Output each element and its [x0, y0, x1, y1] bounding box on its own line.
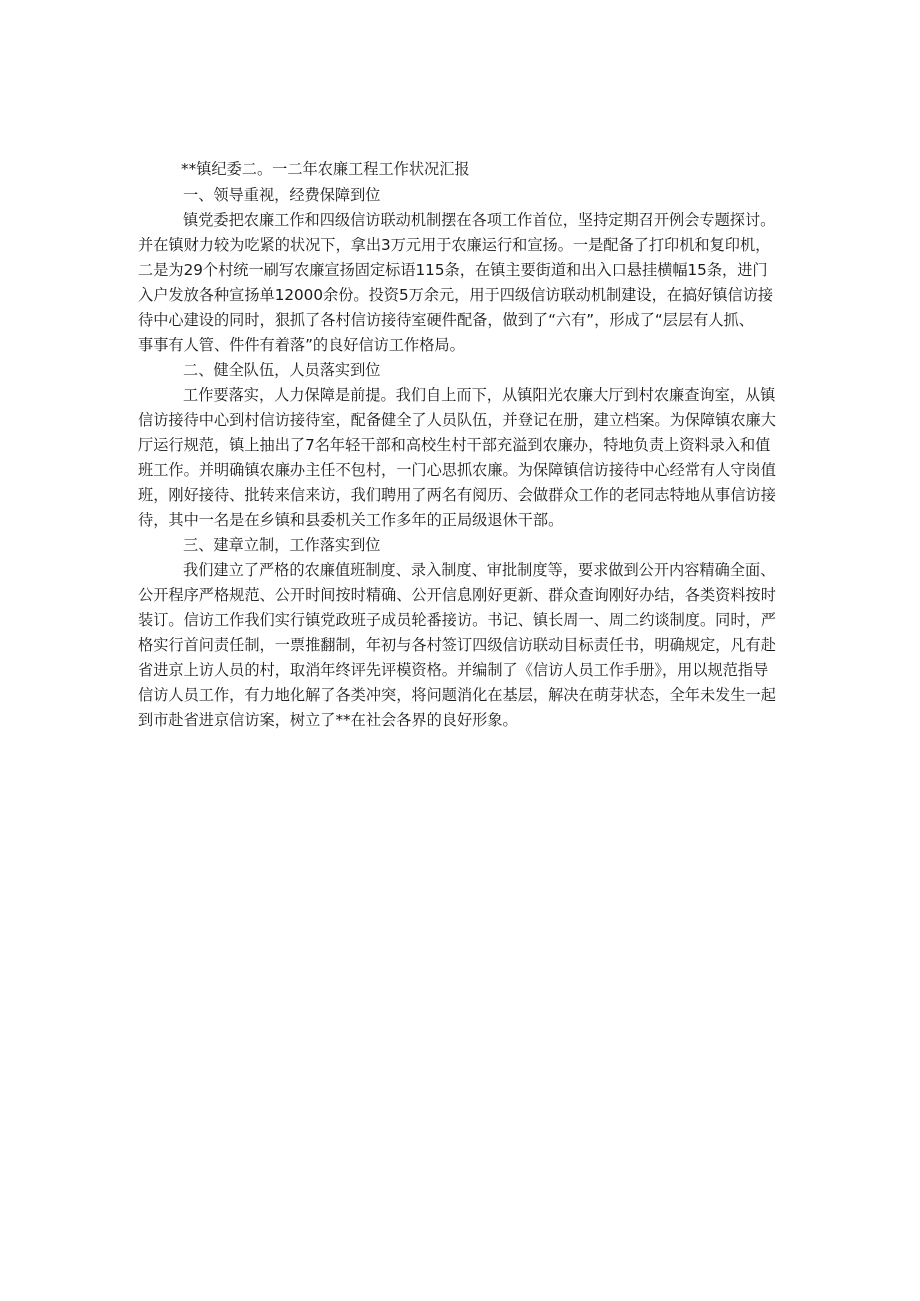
paragraph-line: 到市赴省进京信访案，树立了**在社会各界的良好形象。 [138, 711, 518, 729]
paragraph-line: 省进京上访人员的村，取消年终评先评模资格。并编制了《信访人员工作手册》，用以规范指导 [138, 661, 769, 679]
paragraph-line: 信访接待中心到村信访接待室，配备健全了人员队伍，并登记在册，建立档案。为保障镇农廉大 [138, 411, 776, 429]
paragraph-line: 厅运行规范，镇上抽出了7名年轻干部和高校生村干部充溢到农廉办，特地负责上资料录入和值 [138, 436, 771, 454]
paragraph-line: 并在镇财力较为吃紧的状况下，拿出3万元用于农廉运行和宣扬。一是配备了打印机和复印机， [138, 236, 771, 254]
paragraph-line: 信访人员工作，有力地化解了各类冲突，将问题消化在基层，解决在萌芽状态，全年未发生一起 [138, 686, 776, 704]
paragraph-line: 格实行首问责任制，一票推翻制，年初与各村签订四级信访联动目标责任书，明确规定，凡有赴 [138, 636, 776, 654]
section-3-heading: 三、建章立制，工作落实到位 [183, 536, 381, 554]
paragraph-line: 我们建立了严格的农廉值班制度、录入制度、审批制度等，要求做到公开内容精确全面、 [183, 561, 776, 579]
paragraph-line: 工作要落实，人力保障是前提。我们自上而下，从镇阳光农廉大厅到村农廉查询室，从镇 [183, 386, 776, 404]
document-title: **镇纪委二。一二年农廉工程工作状况汇报 [181, 160, 470, 178]
section-1-heading: 一、领导重视，经费保障到位 [183, 186, 381, 204]
paragraph-line: 镇党委把农廉工作和四级信访联动机制摆在各项工作首位，坚持定期召开例会专题探讨。 [183, 211, 776, 229]
paragraph-line: 班，刚好接待、批转来信来访，我们聘用了两名有阅历、会做群众工作的老同志特地从事信访接 [138, 486, 776, 504]
section-2-heading: 二、健全队伍，人员落实到位 [183, 361, 381, 379]
paragraph-line: 二是为29个村统一刷写农廉宣扬固定标语115条，在镇主要街道和出入口悬挂横幅15条，进门 [138, 261, 768, 279]
paragraph-line: 待中心建设的同时，狠抓了各村信访接待室硬件配备，做到了“六有”，形成了“层层有人抓、 [138, 311, 754, 329]
paragraph-line: 事事有人管、件件有着落”的良好信访工作格局。 [138, 336, 465, 354]
paragraph-line: 入户发放各种宣扬单12000余份。投资5万余元，用于四级信访联动机制建设，在搞好镇信访接 [138, 286, 774, 304]
paragraph-line: 班工作。并明确镇农廉办主任不包村，一门心思抓农廉。为保障镇信访接待中心经常有人守岗值 [138, 461, 776, 479]
paragraph-line: 公开程序严格规范、公开时间按时精确、公开信息刚好更新、群众查询刚好办结，各类资料按时 [138, 586, 776, 604]
paragraph-line: 装订。信访工作我们实行镇党政班子成员轮番接访。书记、镇长周一、周二约谈制度。同时，严 [138, 611, 776, 629]
paragraph-line: 待，其中一名是在乡镇和县委机关工作多年的正局级退休干部。 [138, 511, 564, 529]
